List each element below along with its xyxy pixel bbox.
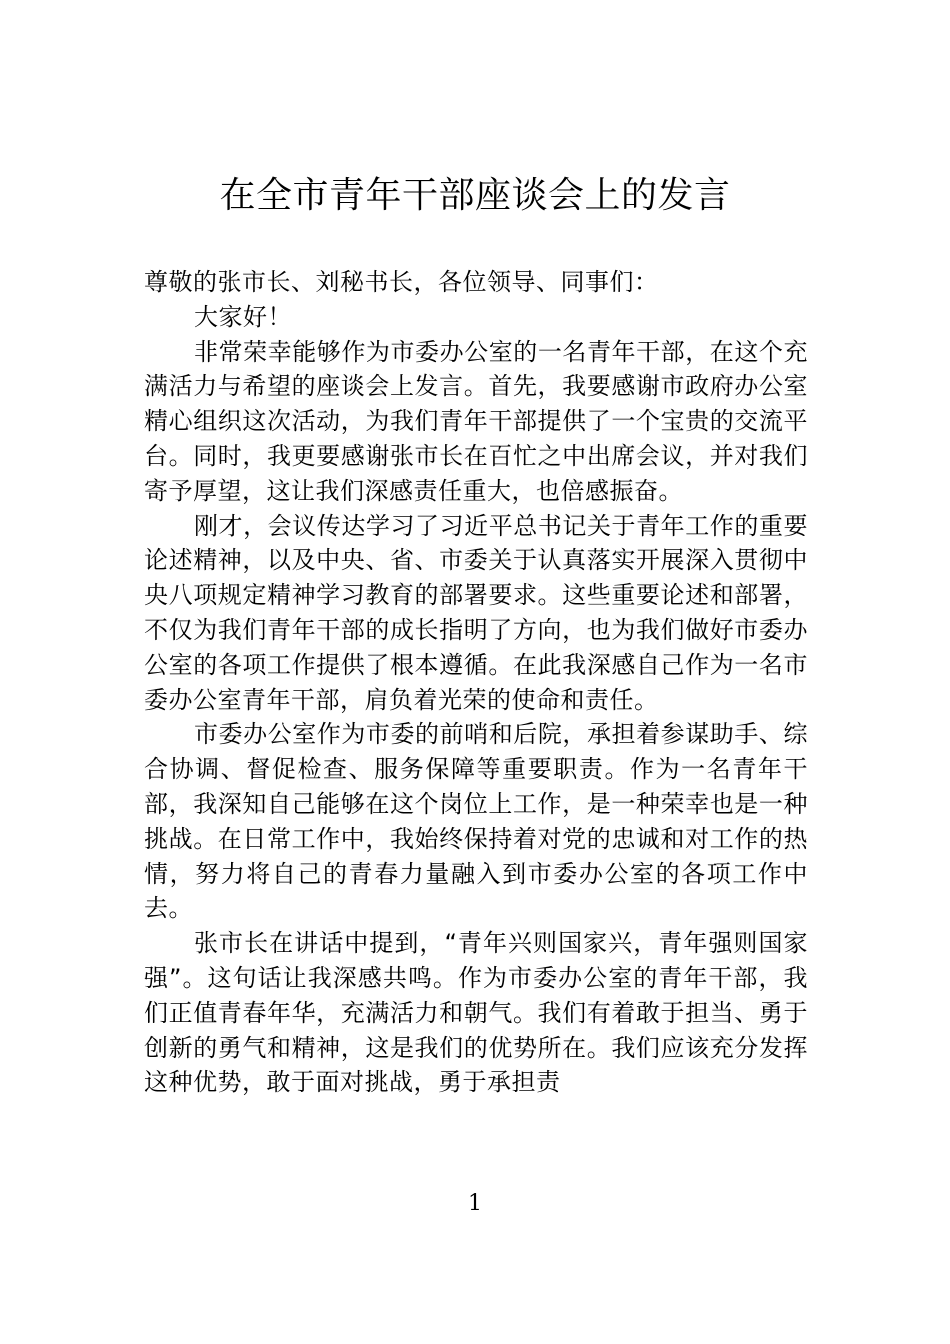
- paragraph: 市委办公室作为市委的前哨和后院，承担着参谋助手、综合协调、督促检查、服务保障等重要职责。作为一名青年干部，我深知自己能够在这个岗位上工作，是一种荣幸也是一种挑战。在日常工作中，我始终保持着对党的忠诚和对工作的热情，努力将自己的青春力量融入到市委办公室的各项工作中去。: [144, 720, 808, 923]
- document-title: 在全市青年干部座谈会上的发言: [219, 175, 731, 216]
- page-number: 1: [468, 1191, 482, 1216]
- salutation: 尊敬的张市长、刘秘书长，各位领导、同事们：: [144, 268, 659, 296]
- document-body: [144, 265, 808, 1100]
- paragraph: 非常荣幸能够作为市委办公室的一名青年干部，在这个充满活力与希望的座谈会上发言。首先，我要感谢市政府办公室精心组织这次活动，为我们青年干部提供了一个宝贵的交流平台。同时，我更要感谢张市长在百忙之中出席会议，并对我们寄予厚望，这让我们深感责任重大，也倍感振奋。: [144, 337, 808, 505]
- greeting: 大家好！: [194, 302, 292, 331]
- paragraph: 刚才，会议传达学习了习近平总书记关于青年工作的重要论述精神，以及中央、省、市委关于认真落实开展深入贯彻中央八项规定精神学习教育的部署要求。这些重要论述和部署，不仅为我们青年干部的成长指明了方向，也为我们做好市委办公室的各项工作提供了根本遵循。在此我深感自己作为一名市委办公室青年干部，肩负着光荣的使命和责任。: [144, 511, 808, 714]
- paragraph: 张市长在讲话中提到，“青年兴则国家兴，青年强则国家强”。这句话让我深感共鸣。作为市委办公室的青年干部，我们正值青春年华，充满活力和朝气。我们有着敢于担当、勇于创新的勇气和精神，这是我们的优势所在。我们应该充分发挥这种优势，敢于面对挑战，勇于承担责: [144, 929, 808, 1097]
